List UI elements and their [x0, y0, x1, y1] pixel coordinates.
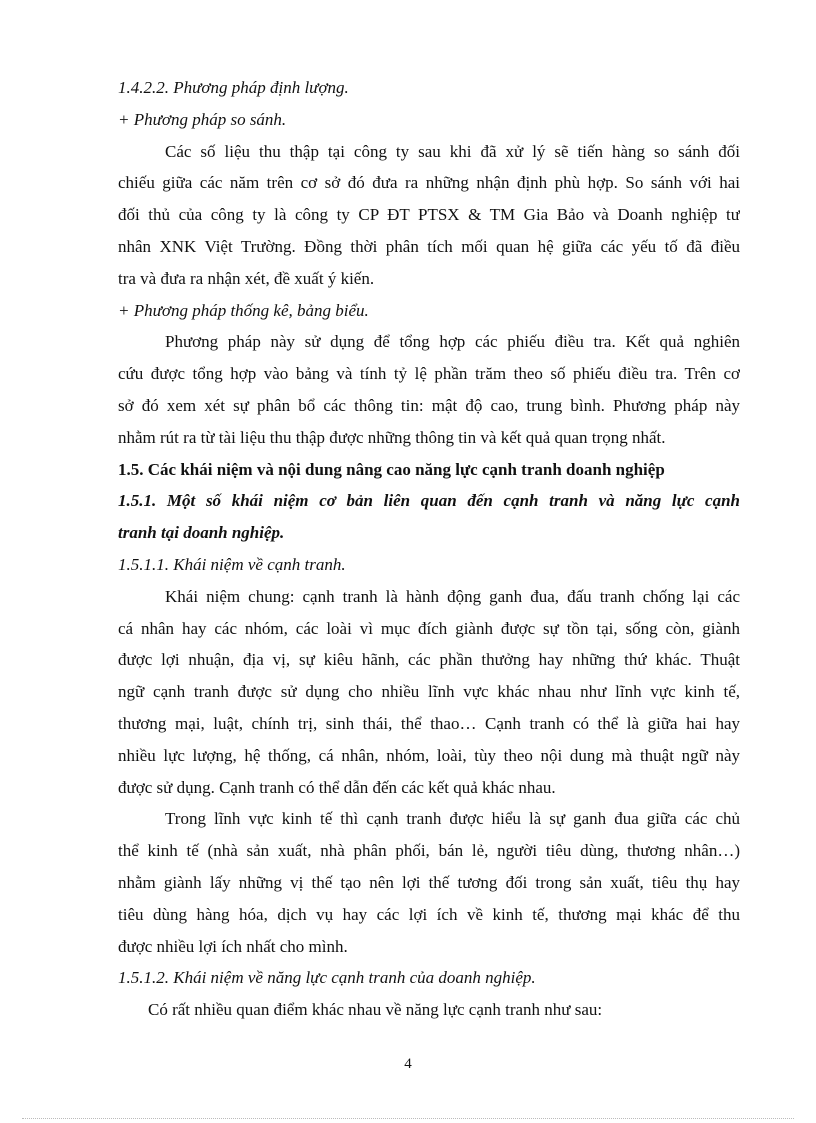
paragraph-line: nhiều lực lượng, hệ thống, cá nhân, nhóm, loài, tùy theo nội dung mà thuật ngữ này — [118, 745, 740, 765]
paragraph-line: sở đó xem xét sự phân bổ các thông tin: mật độ cao, trung bình. Phương pháp này — [118, 395, 740, 415]
page-number: 4 — [404, 1056, 412, 1072]
paragraph-line: nhằm rút ra từ tài liệu thu thập được những thông tin và kết quả quan trọng nhất. — [118, 427, 666, 447]
heading-1-5-1-1: 1.5.1.1. Khái niệm về cạnh tranh. — [118, 554, 346, 574]
document-body — [118, 72, 740, 1026]
paragraph-line: Trong lĩnh vực kinh tế thì cạnh tranh được hiểu là sự ganh đua giữa các chủ — [165, 809, 740, 829]
paragraph-line: thể kinh tế (nhà sản xuất, nhà phân phối, bán lẻ, người tiêu dùng, thương nhân…) — [118, 841, 740, 861]
paragraph-line: tra và đưa ra nhận xét, đề xuất ý kiến. — [118, 268, 375, 288]
paragraph-line: Các số liệu thu thập tại công ty sau khi đã xử lý sẽ tiến hàng so sánh đối — [165, 141, 740, 161]
heading-1-5: 1.5. Các khái niệm và nội dung nâng cao năng lực cạnh tranh doanh nghiệp — [118, 459, 665, 479]
paragraph-line: Phương pháp này sử dụng để tổng hợp các phiếu điều tra. Kết quả nghiên — [165, 332, 740, 352]
heading-1-4-2-2: 1.4.2.2. Phương pháp định lượng. — [118, 78, 349, 97]
heading-1-5-1: 1.5.1. Một số khái niệm cơ bản liên quan đến cạnh tranh và năng lực cạnh — [118, 491, 740, 511]
paragraph-line: cứu được tổng hợp vào bảng và tính tỷ lệ phần trăm theo số phiếu điều tra. Trên cơ — [118, 364, 740, 384]
heading-1-5-1-continued: tranh tại doanh nghiệp. — [118, 523, 285, 543]
paragraph-line: đối thủ của công ty là công ty CP ĐT PTSX & TM Gia Bảo và Doanh nghiệp tư — [118, 205, 740, 225]
paragraph-line: cá nhân hay các nhóm, các loài vì mục đích giành được sự tồn tại, sống còn, giành — [118, 618, 740, 638]
paragraph-line: nhân XNK Việt Trường. Đồng thời phân tích mối quan hệ giữa các yếu tố đã điều — [118, 236, 740, 256]
paragraph-line: được nhiều lợi ích nhất cho mình. — [118, 936, 348, 956]
paragraph-line: được lợi nhuận, địa vị, sự kiêu hãnh, các phần thưởng hay những thứ khác. Thuật — [118, 650, 740, 670]
paragraph-line: nhằm giành lấy những vị thế tạo nên lợi thế tương đối trong sản xuất, tiêu thụ hay — [118, 872, 740, 892]
paragraph-line: chiếu giữa các năm trên cơ sở đó đưa ra những nhận định phù hợp. So sánh với hai — [118, 173, 740, 193]
paragraph-line: được sử dụng. Cạnh tranh có thể dẫn đến các kết quả khác nhau. — [118, 777, 556, 797]
paragraph-line: tiêu dùng hàng hóa, dịch vụ hay các lợi ích về kinh tế, thương mại khác để thu — [118, 904, 740, 924]
paragraph-line: thương mại, luật, chính trị, sinh thái, thể thao… Cạnh tranh có thể là giữa hai hay — [118, 713, 740, 733]
paragraph-line: ngữ cạnh tranh được sử dụng cho nhiều lĩnh vực khác nhau như lĩnh vực kinh tế, — [118, 682, 740, 702]
page-divider — [22, 1118, 794, 1119]
paragraph-line: Có rất nhiều quan điểm khác nhau về năng lực cạnh tranh như sau: — [148, 1000, 603, 1020]
subheading-statistics-method: + Phương pháp thống kê, bảng biểu. — [118, 300, 369, 320]
paragraph-line: Khái niệm chung: cạnh tranh là hành động ganh đua, đấu tranh chống lại các — [165, 586, 740, 606]
subheading-comparison-method: + Phương pháp so sánh. — [118, 109, 287, 129]
heading-1-5-1-2: 1.5.1.2. Khái niệm về năng lực cạnh tranh của doanh nghiệp. — [118, 968, 536, 988]
